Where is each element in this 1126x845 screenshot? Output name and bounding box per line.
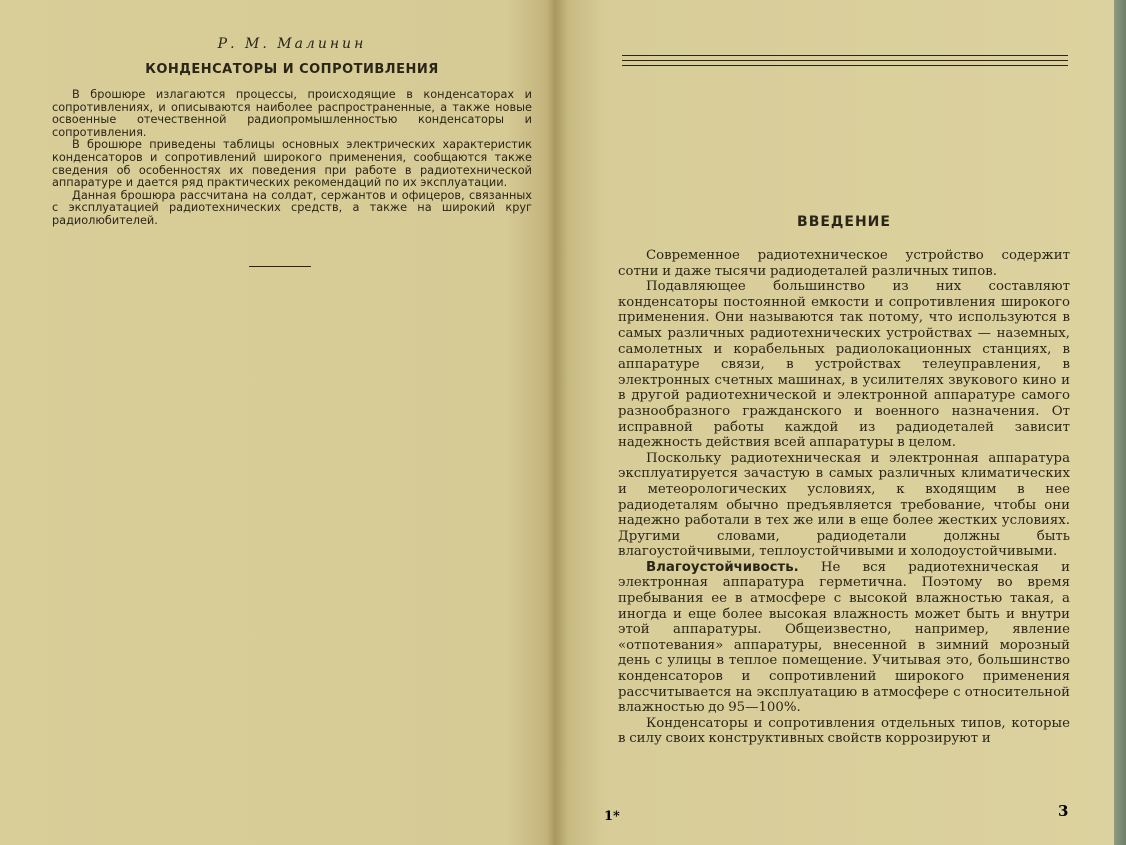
run-in-heading: Влагоустойчивость.	[646, 559, 799, 575]
right-page	[618, 55, 1070, 835]
body-paragraph	[618, 560, 1070, 716]
abstract-paragraph: В брошюре излагаются процессы, происходящие в конденсаторах и сопротивлениях, и описываются наиболее распространенные, а также новые освоенные отечественной радиопромышленностью конденсаторы и сопротивления.	[52, 88, 532, 139]
left-page	[52, 36, 532, 267]
abstract	[52, 89, 532, 228]
book-title: КОНДЕНСАТОРЫ И СОПРОТИВЛЕНИЯ	[145, 62, 439, 77]
page-number: 3	[1058, 802, 1069, 820]
author-name: Р. М. Малинин	[217, 36, 367, 52]
divider-rule	[249, 266, 311, 267]
moisture-text: Не вся радиотехническая и электронная аппаратура герметична. Поэтому во время пребывания ее в атмосфере с высокой влажностью такая, а иногда и еще более высокая влажность может быть и внутри этой аппаратуры. Общеизвестно, например, явление «отпотевания» аппаратуры, внесенной в зимний морозный день с улицы в теплое помещение. Учитывая это, большинство конденсаторов и сопротивлений широкого применения рассчитывается на эксплуатацию в атмосфере с относительной влажностью до 95—100%.	[618, 559, 1070, 716]
body-paragraph: Конденсаторы и сопротивления отдельных типов, которые в силу своих конструктивных свойств коррозируют и	[618, 715, 1070, 747]
body-paragraph: Современное радиотехническое устройство содержит сотни и даже тысячи радиодеталей различных типов.	[618, 248, 1070, 279]
section-title: ВВЕДЕНИЕ	[797, 214, 891, 230]
body-text	[618, 248, 1070, 747]
body-paragraph: Подавляющее большинство из них составляют конденсаторы постоянной емкости и сопротивления широкого применения. Они называются так потому, что используются в самых различных радиотехнических устройствах — наземных, самолетных и корабельных радиолокационных станциях, в аппаратуре связи, в устройствах телеуправления, в электронных счетных машинах, в усилителях звукового кино и в другой радиотехнической и электронной аппаратуре самого разнообразного гражданского и военного назначения. От исправной работы каждой из радиодеталей зависит надежность действия всей аппаратуры в целом.	[618, 279, 1070, 451]
body-paragraph: Поскольку радиотехническая и электронная аппаратура эксплуатируется зачастую в самых различных климатических и метеорологических условиях, к входящим в нее радиодеталям обычно предъявляется требование, чтобы они надежно работали в тех же или в еще более жестких условиях. Другими словами, радиодетали должны быть влагоустойчивыми, теплоустойчивыми и холодоустойчивыми.	[618, 450, 1070, 560]
book-cover-edge	[1114, 0, 1126, 845]
header-double-rule	[622, 55, 1068, 66]
signature-mark: 1*	[604, 809, 620, 824]
abstract-paragraph: В брошюре приведены таблицы основных электрических характеристик конденсаторов и сопротивлений широкого применения, сообщаются также сведения об особенностях их поведения при работе в радиотехнической аппаратуре и дается ряд практических рекомендаций по их эксплуатации.	[52, 138, 532, 190]
abstract-paragraph: Данная брошюра рассчитана на солдат, сержантов и офицеров, связанных с эксплуатацией радиотехнических средств, а также на широкий круг радиолюбителей.	[52, 188, 532, 227]
